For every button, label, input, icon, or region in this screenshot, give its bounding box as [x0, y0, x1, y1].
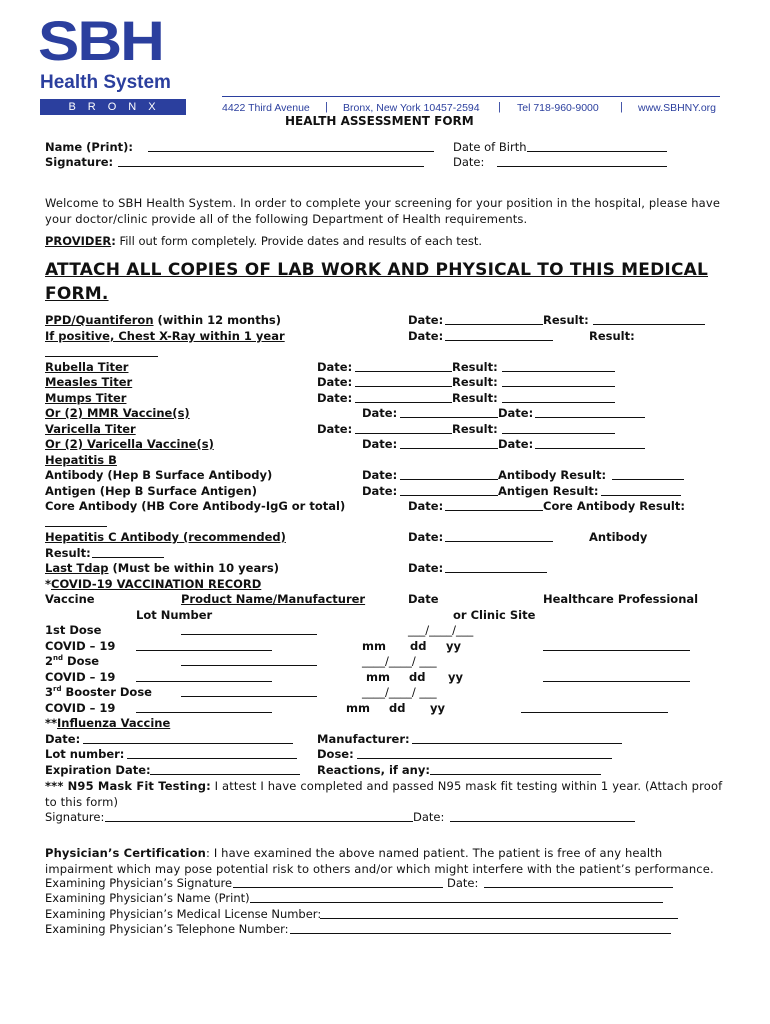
- address-website: www.SBHNY.org: [638, 102, 717, 114]
- ppd-result-label: Result:: [543, 313, 589, 327]
- dose1-label: 1st Dose: [45, 623, 102, 637]
- flu-expiration-label: Expiration Date:: [45, 763, 151, 777]
- mmr-date2-label: Date:: [498, 406, 534, 420]
- name-label: Name (Print):: [45, 140, 134, 154]
- dose3-date-field[interactable]: ____/____/ ___: [362, 685, 437, 699]
- dob-field[interactable]: [527, 141, 667, 152]
- dose2-label: [45, 654, 99, 668]
- n95-date-field[interactable]: [450, 811, 635, 822]
- xray-result-label: Result:: [589, 329, 635, 343]
- hepb-antigen-date-label: Date:: [362, 484, 398, 498]
- xray-date-label: Date:: [408, 329, 444, 343]
- flu-expiration-field[interactable]: [150, 764, 300, 775]
- hepc-antibody-label: Antibody: [589, 530, 648, 544]
- mumps-date-label: Date:: [317, 391, 353, 405]
- measles-label: Measles Titer: [45, 375, 133, 389]
- covid-col-vaccine: Vaccine: [45, 592, 95, 606]
- rubella-date-label: Date:: [317, 360, 353, 374]
- dose1-dd: dd: [410, 639, 427, 653]
- rubella-result-label: Result:: [452, 360, 498, 374]
- varicella-result-label: Result:: [452, 422, 498, 436]
- address-city: Bronx, New York 10457-2594: [343, 102, 480, 114]
- flu-title: Influenza Vaccine: [57, 716, 171, 730]
- covid-col-lot: Lot Number: [136, 608, 213, 622]
- hepc-label: Hepatitis C Antibody (recommended): [45, 530, 286, 544]
- provider-instructions: Fill out form completely. Provide dates and results of each test.: [119, 234, 483, 248]
- physician-signature-label: Examining Physician’s Signature: [45, 876, 233, 890]
- measles-result-label: Result:: [452, 375, 498, 389]
- dose1-yy: yy: [446, 639, 461, 653]
- hepb-core-label: Core Antibody (HB Core Antibody-IgG or total): [45, 499, 346, 513]
- address-street: 4422 Third Avenue: [222, 102, 310, 114]
- covid-col-product: Product Name/Manufacturer: [181, 592, 366, 606]
- physician-phone-label: Examining Physician’s Telephone Number:: [45, 922, 289, 936]
- measles-date-label: Date:: [317, 375, 353, 389]
- flu-date-label: Date:: [45, 732, 81, 746]
- dob-label: Date of Birth: [453, 140, 527, 154]
- measles-result-field[interactable]: [502, 376, 615, 387]
- n95-date-label: Date:: [413, 810, 445, 824]
- mumps-label: Mumps Titer: [45, 391, 127, 405]
- form-title: HEALTH ASSESSMENT FORM: [285, 114, 474, 128]
- varicella-result-field[interactable]: [502, 423, 615, 434]
- dose3-number: 3: [45, 685, 54, 699]
- covid-col-hcp: Healthcare Professional: [543, 592, 699, 606]
- physician-certification: [45, 845, 725, 877]
- header-date-field[interactable]: [497, 156, 667, 167]
- hepb-antigen-result-label: Antigen Result:: [498, 484, 599, 498]
- covid-record-title: COVID-19 VACCINATION RECORD: [51, 577, 262, 591]
- ppd-date-label: Date:: [408, 313, 444, 327]
- hepc-result-field[interactable]: [92, 547, 164, 558]
- dose3-yy: yy: [430, 701, 445, 715]
- hepb-antigen-result-field[interactable]: [601, 485, 681, 496]
- signature-field[interactable]: [118, 156, 424, 167]
- dose1-product-field[interactable]: [181, 624, 317, 635]
- flu-lot-label: Lot number:: [45, 747, 125, 761]
- flu-manufacturer-field[interactable]: [412, 733, 622, 744]
- n95-signature-field[interactable]: [105, 811, 413, 822]
- hepc-date-label: Date:: [408, 530, 444, 544]
- address-separator: |: [325, 101, 328, 113]
- dose3-hcp-field[interactable]: [521, 702, 668, 713]
- provider-label: PROVIDER: [45, 234, 112, 248]
- hepc-date-field[interactable]: [445, 531, 553, 542]
- hepb-antibody-date-field[interactable]: [400, 469, 498, 480]
- signature-label: Signature:: [45, 155, 114, 169]
- dose2-number: 2: [45, 654, 54, 668]
- address-rule: [222, 96, 720, 97]
- physician-license-field[interactable]: [320, 908, 678, 919]
- dose3-label: [45, 685, 152, 699]
- mumps-result-field[interactable]: [502, 392, 615, 403]
- varicella-vaccine-label: Or (2) Varicella Vaccine(s): [45, 437, 214, 451]
- address-separator: |: [498, 101, 501, 113]
- varicella-vaccine-date1-label: Date:: [362, 437, 398, 451]
- flu-dose-label: Dose:: [317, 747, 354, 761]
- dose3-dd: dd: [389, 701, 406, 715]
- header-date-label: Date:: [453, 155, 485, 169]
- hepb-core-date-label: Date:: [408, 499, 444, 513]
- hepb-label: Hepatitis B: [45, 453, 117, 467]
- logo-sbh: SBH: [38, 10, 163, 73]
- physician-date-field[interactable]: [484, 877, 673, 888]
- tdap-date-field[interactable]: [445, 562, 547, 573]
- dose3-suffix: rd: [53, 685, 62, 694]
- tdap-date-label: Date:: [408, 561, 444, 575]
- covid-col-site: or Clinic Site: [453, 608, 536, 622]
- ppd-result-field[interactable]: [593, 314, 705, 325]
- dose2-mm: mm: [366, 670, 390, 684]
- xray-label: If positive, Chest X-Ray within 1 year: [45, 329, 285, 343]
- hepb-antibody-result-label: Antibody Result:: [498, 468, 607, 482]
- hepb-antigen-date-field[interactable]: [400, 485, 498, 496]
- mmr-date1-field[interactable]: [400, 407, 498, 418]
- flu-reactions-field[interactable]: [430, 764, 601, 775]
- mmr-date2-field[interactable]: [535, 407, 645, 418]
- dose2-dd: dd: [409, 670, 426, 684]
- ppd-extra-line[interactable]: [45, 346, 158, 357]
- varicella-date-label: Date:: [317, 422, 353, 436]
- logo-health-system: Health System: [40, 72, 171, 93]
- hepb-extra-line[interactable]: [45, 516, 107, 527]
- ppd-date-field[interactable]: [445, 314, 543, 325]
- ppd-title: PPD/Quantiferon: [45, 313, 154, 327]
- mumps-date-field[interactable]: [355, 392, 452, 403]
- physician-text: : I have examined the above named patient. The patient is free of any health impairment which may pose potential risk to others and/or which might interfere with the patient’s performance.: [45, 846, 714, 876]
- rubella-result-field[interactable]: [502, 361, 615, 372]
- physician-date-label: Date:: [447, 876, 479, 890]
- varicella-vaccine-date2-label: Date:: [498, 437, 534, 451]
- hepb-antibody-date-label: Date:: [362, 468, 398, 482]
- physician-phone-field[interactable]: [290, 923, 671, 934]
- varicella-vaccine-date2-field[interactable]: [535, 438, 645, 449]
- dose2-yy: yy: [448, 670, 463, 684]
- n95-label: *** N95 Mask Fit Testing:: [45, 779, 211, 793]
- covid-asterisk: *: [45, 577, 52, 591]
- dose2-text: Dose: [63, 654, 100, 668]
- flu-manufacturer-label: Manufacturer:: [317, 732, 410, 746]
- dose1-date-field[interactable]: ___/____/___: [408, 623, 474, 637]
- dose1-lot-field[interactable]: [136, 640, 272, 651]
- varicella-label: Varicella Titer: [45, 422, 136, 436]
- dose2-covid-label: COVID – 19: [45, 670, 116, 684]
- physician-license-label: Examining Physician’s Medical License Number:: [45, 907, 322, 921]
- ppd-suffix: (within 12 months): [153, 313, 282, 327]
- flu-dose-field[interactable]: [357, 748, 612, 759]
- tdap-suffix: (Must be within 10 years): [108, 561, 280, 575]
- dose3-text: Booster Dose: [61, 685, 152, 699]
- hepb-core-date-field[interactable]: [445, 500, 543, 511]
- physician-signature-field[interactable]: [233, 877, 443, 888]
- hepb-antibody-label: Antibody (Hep B Surface Antibody): [45, 468, 273, 482]
- dose3-mm: mm: [346, 701, 370, 715]
- dose2-lot-field[interactable]: [136, 671, 272, 682]
- n95-signature-label: Signature:: [45, 810, 105, 824]
- dose2-product-field[interactable]: [181, 655, 317, 666]
- n95-text: I attest I have completed and passed N95 mask fit testing within 1 year. (Attach proof to this form): [45, 779, 723, 809]
- dose1-mm: mm: [362, 639, 386, 653]
- dose1-hcp-field[interactable]: [543, 640, 690, 651]
- hepb-antibody-result-field[interactable]: [612, 469, 684, 480]
- attach-heading: ATTACH ALL COPIES OF LAB WORK AND PHYSICAL TO THIS MEDICAL FORM.: [45, 260, 709, 304]
- physician-label: Physician’s Certification: [45, 846, 206, 860]
- provider-colon: :: [111, 234, 116, 248]
- flu-reactions-label: Reactions, if any:: [317, 763, 430, 777]
- mmr-date1-label: Date:: [362, 406, 398, 420]
- address-separator: |: [620, 101, 623, 113]
- tdap-label: Last Tdap: [45, 561, 109, 575]
- dose2-date-field[interactable]: ____/____/ ___: [362, 654, 437, 668]
- flu-date-field[interactable]: [83, 733, 293, 744]
- mumps-result-label: Result:: [452, 391, 498, 405]
- rubella-label: Rubella Titer: [45, 360, 129, 374]
- flu-asterisk: **: [45, 716, 58, 730]
- dose2-hcp-field[interactable]: [543, 671, 690, 682]
- varicella-date-field[interactable]: [355, 423, 452, 434]
- n95-statement: [45, 778, 725, 810]
- hepb-core-result-label: Core Antibody Result:: [543, 499, 685, 513]
- rubella-date-field[interactable]: [355, 361, 452, 372]
- dose3-lot-field[interactable]: [136, 702, 272, 713]
- dose1-covid-label: COVID – 19: [45, 639, 116, 653]
- xray-date-field[interactable]: [445, 330, 553, 341]
- measles-date-field[interactable]: [355, 376, 452, 387]
- hepc-result-label: Result:: [45, 546, 91, 560]
- logo-bronx-bar: BRONX: [40, 99, 186, 115]
- name-field[interactable]: [148, 141, 434, 152]
- physician-name-field[interactable]: [250, 892, 663, 903]
- address-phone: Tel 718-960-9000: [517, 102, 599, 114]
- dose3-product-field[interactable]: [181, 686, 317, 697]
- covid-col-date: Date: [408, 592, 439, 606]
- physician-name-label: Examining Physician’s Name (Print): [45, 891, 250, 905]
- dose2-suffix: nd: [53, 654, 64, 663]
- flu-lot-field[interactable]: [127, 748, 297, 759]
- varicella-vaccine-date1-field[interactable]: [400, 438, 498, 449]
- welcome-text: Welcome to SBH Health System. In order to complete your screening for your position in the hospital, please have your doctor/clinic provide all of the following Department of Health requirements.: [45, 196, 721, 226]
- hepb-antigen-label: Antigen (Hep B Surface Antigen): [45, 484, 257, 498]
- dose3-covid-label: COVID – 19: [45, 701, 116, 715]
- mmr-label: Or (2) MMR Vaccine(s): [45, 406, 190, 420]
